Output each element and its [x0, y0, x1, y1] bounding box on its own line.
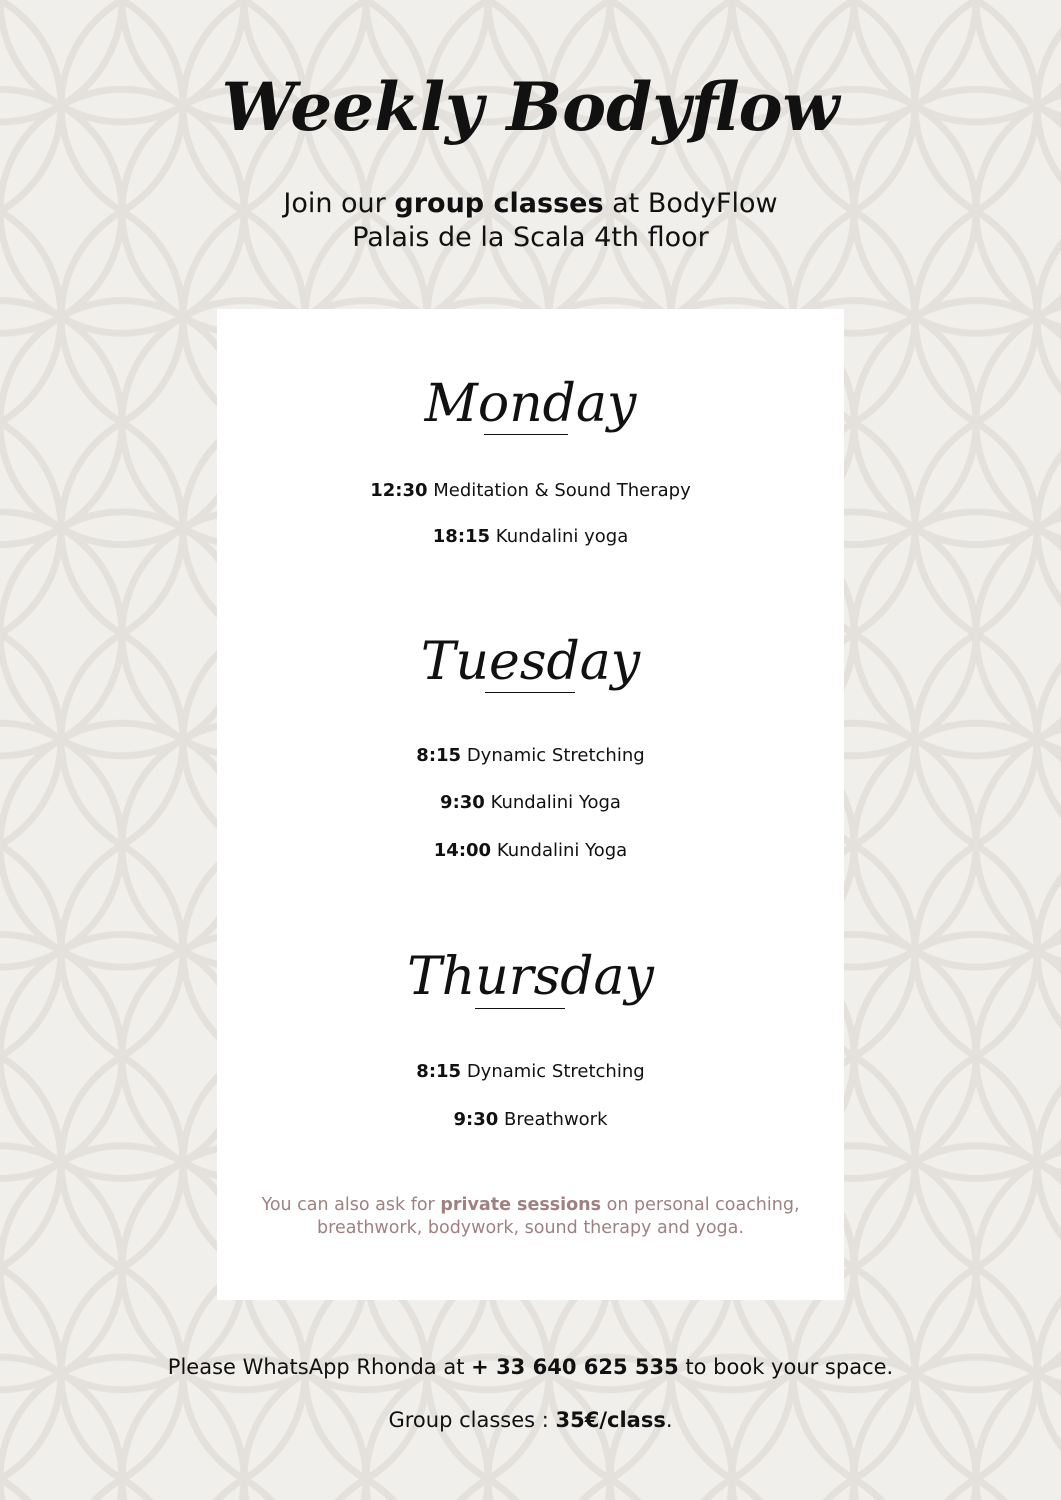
class-time: 12:30 — [370, 480, 428, 501]
price-info — [0, 1406, 1061, 1434]
intro-line-2: Palais de la Scala 4th floor — [352, 222, 709, 253]
class-name: Dynamic Stretching — [466, 1061, 645, 1082]
intro-highlight: group classes — [394, 188, 604, 219]
day-heading-monday: Monday — [424, 374, 637, 434]
class-time: 9:30 — [453, 1109, 499, 1130]
note-highlight: private sessions — [440, 1195, 602, 1215]
booking-info — [0, 1353, 1061, 1381]
class-time: 8:15 — [416, 745, 462, 766]
booking-text: Please WhatsApp Rhonda at — [167, 1355, 465, 1379]
day-underline — [485, 692, 575, 693]
intro-location: at BodyFlow — [612, 188, 778, 219]
price-label: Group classes : — [388, 1408, 549, 1432]
class-name: Dynamic Stretching — [466, 745, 645, 766]
class-item — [217, 525, 844, 549]
class-name: Kundalini yoga — [495, 526, 629, 547]
class-time: 14:00 — [433, 840, 492, 861]
day-underline — [484, 434, 568, 435]
class-time: 18:15 — [432, 526, 491, 547]
price-value: 35€/class — [555, 1408, 666, 1432]
class-name: Kundalini Yoga — [496, 840, 628, 861]
page-title: Weekly Bodyflow — [221, 68, 840, 146]
private-sessions-note — [247, 1194, 814, 1240]
class-item — [217, 791, 844, 815]
class-name: Meditation & Sound Therapy — [433, 480, 691, 501]
schedule-card — [217, 309, 844, 1300]
phone-number[interactable]: + 33 640 625 535 — [471, 1355, 679, 1379]
intro-line-1 — [0, 187, 1061, 221]
price-suffix: . — [665, 1408, 673, 1432]
day-underline — [475, 1008, 565, 1009]
class-item — [217, 1060, 844, 1084]
intro-text: Join our — [283, 188, 386, 219]
intro — [0, 187, 1061, 255]
day-heading-tuesday: Tuesday — [420, 632, 641, 692]
note-text: You can also ask for — [261, 1195, 435, 1215]
note-text-end: on personal coaching, breathwork, bodywork, sound therapy and yoga. — [317, 1195, 800, 1238]
class-item — [217, 744, 844, 768]
class-item — [217, 479, 844, 503]
class-item — [217, 839, 844, 863]
day-heading-thursday: Thursday — [407, 947, 654, 1007]
class-name: Kundalini Yoga — [490, 792, 621, 813]
class-name: Breathwork — [504, 1109, 608, 1130]
class-time: 8:15 — [416, 1061, 462, 1082]
booking-text-end: to book your space. — [685, 1355, 894, 1379]
class-time: 9:30 — [440, 792, 485, 813]
class-item — [217, 1108, 844, 1132]
